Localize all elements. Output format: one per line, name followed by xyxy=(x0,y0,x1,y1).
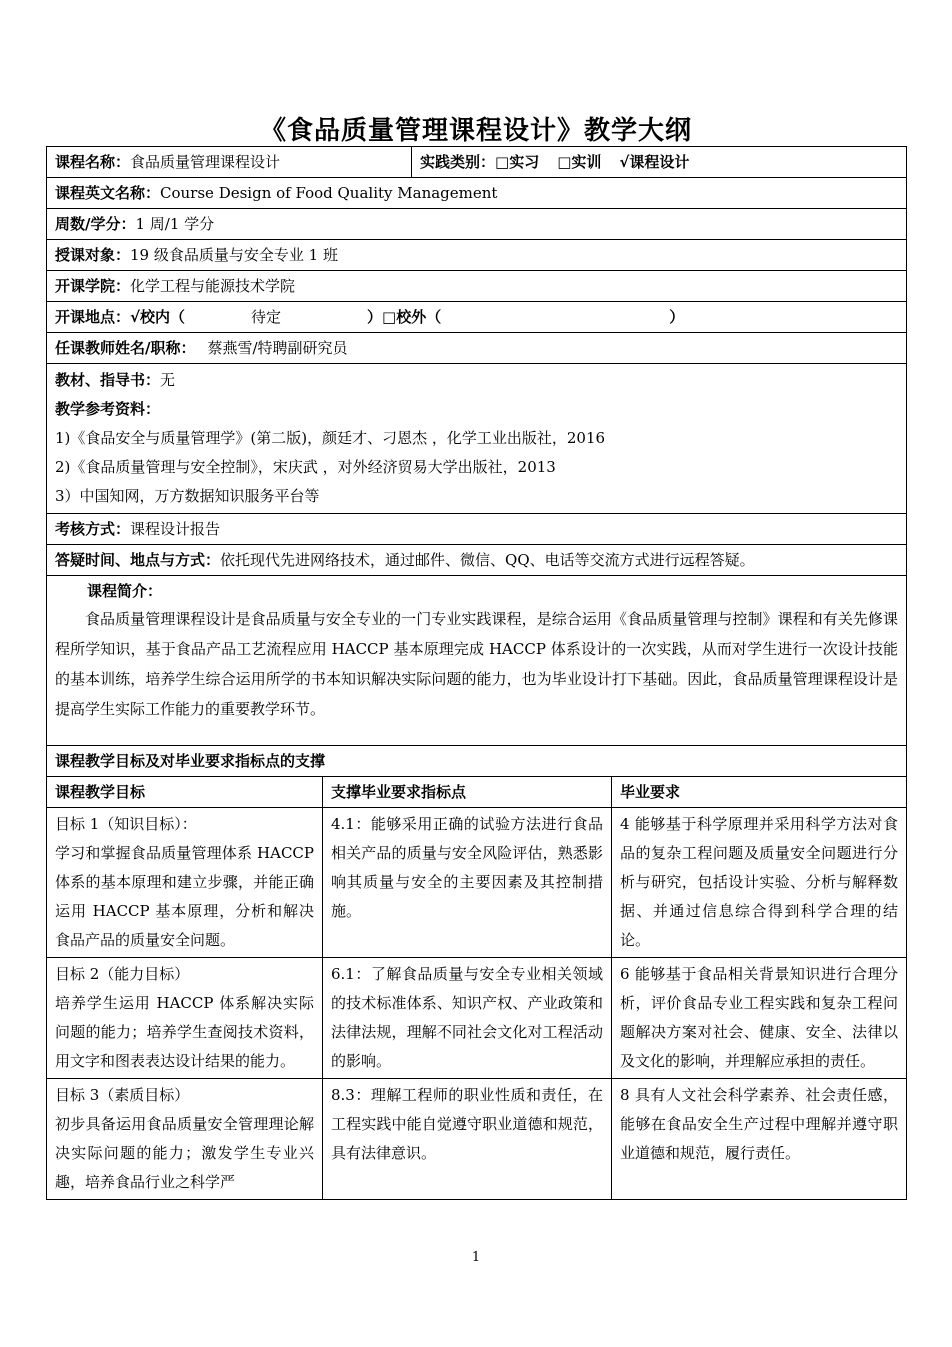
objectives-header-requirement: 毕业要求 xyxy=(612,777,907,808)
weeks-credits-value: 1 周/1 学分 xyxy=(135,215,215,233)
intro-text: 食品质量管理课程设计是食品质量与安全专业的一门专业实践课程，是综合运用《食品质量管理与控制》课程和有关先修课程所学知识，基于食品产品工艺流程应用 HACCP 基本原理完成 HACCP 体系设计的一次实践，从而对学生进行一次设计技能的基本训练，培养学生综合运用所学的书本知识解决实际问题的能力，也为毕业设计打下基础。因此，食品质量管理课程设计是提高学生实际工作能力的重要教学环节。 xyxy=(55,610,898,718)
qa-cell xyxy=(47,545,907,576)
course-name-value: 食品质量管理课程设计 xyxy=(130,153,281,171)
practice-option-training: □实训 xyxy=(557,153,602,171)
english-name-value: Course Design of Food Quality Management xyxy=(160,184,498,202)
location-on-campus-value: 待定 xyxy=(251,308,282,326)
location-cell xyxy=(47,302,907,333)
references-label: 教学参考资料： xyxy=(55,400,161,418)
location-label: 开课地点： xyxy=(55,308,131,326)
textbook-value: 无 xyxy=(160,371,176,389)
page-number: 1 xyxy=(471,1250,481,1265)
objective-requirement: 6 能够基于食品相关背景知识进行合理分析，评价食品专业工程实践和复杂工程问题解决方案对社会、健康、安全、法律以及文化的影响，并理解应承担的责任。 xyxy=(612,958,907,1079)
audience-cell xyxy=(47,240,907,271)
objective-indicator: 8.3：理解工程师的职业性质和责任，在工程实践中能自觉遵守职业道德和规范，具有法律意识。 xyxy=(323,1079,612,1200)
reference-item: 1)《食品安全与质量管理学》(第二版)，颜廷才、刁恩杰 ，化学工业出版社，2016 xyxy=(55,429,606,447)
teacher-value: 蔡燕雪/特聘副研究员 xyxy=(207,339,348,357)
objectives-header-goal: 课程教学目标 xyxy=(47,777,323,808)
weeks-credits-cell xyxy=(47,209,907,240)
qa-label: 答疑时间、地点与方式： xyxy=(55,551,221,569)
teacher-cell xyxy=(47,333,907,364)
objective-goal: 目标 1（知识目标）： 学习和掌握食品质量管理体系 HACCP 体系的基本原理和建立步骤，并能正确运用 HACCP 基本原理，分析和解决食品产品的质量安全问题。 xyxy=(47,808,323,958)
objective-goal: 目标 2（能力目标） 培养学生运用 HACCP 体系解决实际问题的能力；培养学生查阅技术资料，用文字和图表表达设计结果的能力。 xyxy=(47,958,323,1079)
teacher-label: 任课教师姓名/职称： xyxy=(55,339,196,357)
reference-item: 3）中国知网，万方数据知识服务平台等 xyxy=(55,487,320,505)
objectives-section-title: 课程教学目标及对毕业要求指标点的支撑 xyxy=(47,746,907,777)
syllabus-table xyxy=(46,146,907,1200)
practice-type-cell xyxy=(412,147,907,178)
english-name-label: 课程英文名称： xyxy=(55,184,161,202)
materials-cell xyxy=(47,364,907,514)
objective-requirement: 8 具有人文社会科学素养、社会责任感，能够在食品安全生产过程中理解并遵守职业道德和规范，履行责任。 xyxy=(612,1079,907,1200)
location-on-campus: √校内（ xyxy=(130,308,186,326)
english-name-cell xyxy=(47,178,907,209)
audience-label: 授课对象： xyxy=(55,246,131,264)
course-name-cell xyxy=(47,147,412,178)
audience-value: 19 级食品质量与安全专业 1 班 xyxy=(130,246,338,264)
college-value: 化学工程与能源技术学院 xyxy=(130,277,296,295)
textbook-label: 教材、指导书： xyxy=(55,371,161,389)
location-close-paren: ） xyxy=(669,308,685,326)
qa-value: 依托现代先进网络技术，通过邮件、微信、QQ、电话等交流方式进行远程答疑。 xyxy=(220,551,755,569)
objectives-header-indicator: 支撑毕业要求指标点 xyxy=(323,777,612,808)
practice-type-label: 实践类别： xyxy=(420,153,496,171)
objective-indicator: 6.1：了解食品质量与安全专业相关领域的技术标准体系、知识产权、产业政策和法律法规，理解不同社会文化对工程活动的影响。 xyxy=(323,958,612,1079)
location-off-campus: ）□校外（ xyxy=(367,308,442,326)
college-label: 开课学院： xyxy=(55,277,131,295)
document-title: 《食品质量管理课程设计》教学大纲 xyxy=(259,116,692,146)
course-name-label: 课程名称： xyxy=(55,153,131,171)
assessment-cell xyxy=(47,514,907,545)
college-cell xyxy=(47,271,907,302)
intro-label: 课程简介： xyxy=(87,582,163,600)
weeks-credits-label: 周数/学分： xyxy=(55,215,136,233)
objective-indicator: 4.1：能够采用正确的试验方法进行食品相关产品的质量与安全风险评估，熟悉影响其质量与安全的主要因素及其控制措施。 xyxy=(323,808,612,958)
assessment-label: 考核方式： xyxy=(55,520,131,538)
assessment-value: 课程设计报告 xyxy=(130,520,221,538)
practice-option-internship: □实习 xyxy=(495,153,540,171)
practice-option-course-design: √课程设计 xyxy=(619,153,690,171)
objective-requirement: 4 能够基于科学原理并采用科学方法对食品的复杂工程问题及质量安全问题进行分析与研究，包括设计实验、分析与解释数据、并通过信息综合得到科学合理的结论。 xyxy=(612,808,907,958)
reference-item: 2)《食品质量管理与安全控制》，宋庆武 ，对外经济贸易大学出版社，2013 xyxy=(55,458,556,476)
objective-goal: 目标 3（素质目标） 初步具备运用食品质量安全管理理论解决实际问题的能力；激发学生专业兴趣，培养食品行业之科学严 xyxy=(47,1079,323,1200)
intro-cell xyxy=(47,576,907,746)
